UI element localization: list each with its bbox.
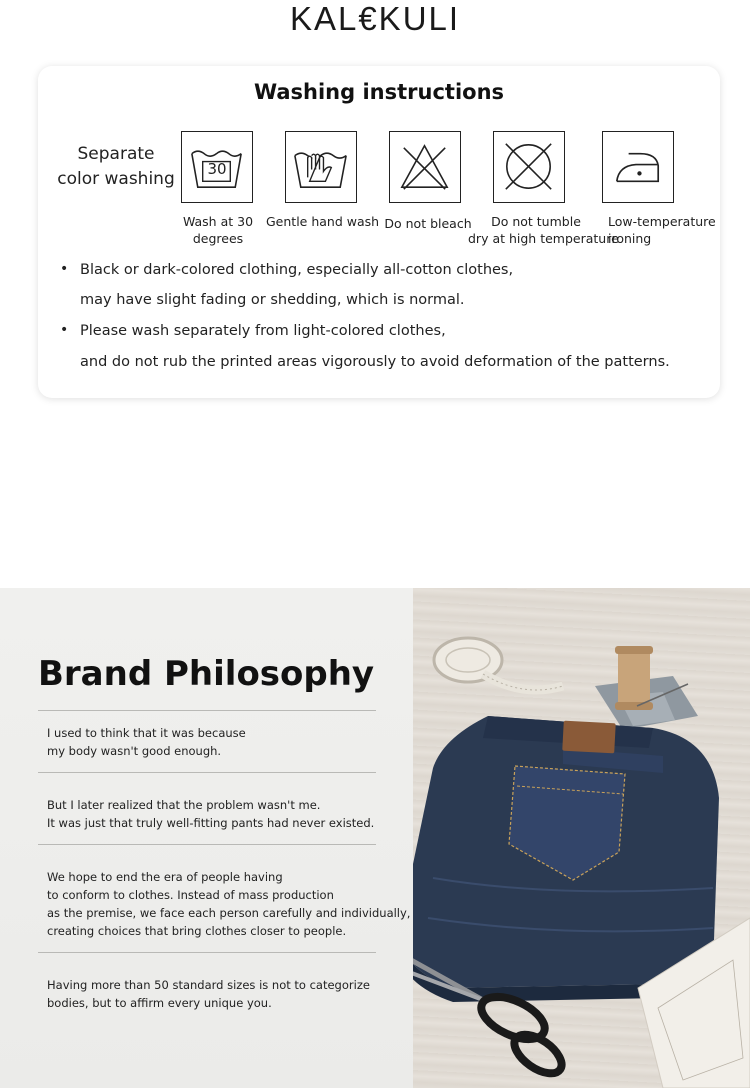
divider [38,772,376,773]
note-line: may have slight fading or shedding, which is normal. [80,292,465,308]
separate-line: Separate [77,144,155,164]
divider [38,710,376,711]
divider [38,952,376,953]
philosophy-paragraph [47,724,387,760]
low-temp-iron-icon [602,131,674,203]
bullet-dot: • [60,261,69,277]
paragraph-line: bodies, but to affirm every unique you. [47,996,272,1010]
folded-jeans-photo [413,588,750,1088]
jeans-icon [413,716,719,1002]
brand-logo: KAL€KULI [289,0,461,37]
philosophy-paragraph [47,976,387,1012]
paragraph-line: But I later realized that the problem wasn't me. [47,798,321,812]
washing-title: Washing instructions [253,80,505,104]
note-line: and do not rub the printed areas vigorously to avoid deformation of the patterns. [80,354,670,370]
divider [38,844,376,845]
brand-philosophy-section [0,588,750,1088]
paragraph-line: We hope to end the era of people having [47,870,283,884]
label-line: Do not tumble [491,214,581,229]
separate-color-washing [46,142,186,192]
washing-instructions-card [38,66,720,398]
paragraph-line: I used to think that it was because [47,726,246,740]
paragraph-line: It was just that truly well-fitting pants had never existed. [47,816,375,830]
paragraph-line: as the premise, we face each person carefully and individually, [47,906,411,920]
separate-line: color washing [57,169,175,189]
label-line: Low-temperature [608,214,716,229]
wash-30-icon [181,131,253,203]
label-line: ironing [608,231,652,246]
note-line: Black or dark-colored clothing, especially all-cotton clothes, [80,262,514,278]
symbol-label [173,213,263,247]
label-line: degrees [192,231,244,246]
paragraph-line: creating choices that bring clothes closer to people. [47,924,347,938]
hand-wash-icon [285,131,357,203]
symbol-label [468,213,619,247]
symbol-label [266,213,380,230]
paragraph-line: Having more than 50 standard sizes is not to categorize [47,978,370,992]
measuring-tape-icon [434,638,563,690]
label-line: dry at high temperature [468,231,619,246]
no-bleach-icon [389,131,461,203]
label-line: Do not bleach [384,216,472,231]
philosophy-paragraph [47,796,387,832]
label-line: Wash at 30 [182,214,254,229]
bullet-dot: • [60,322,69,338]
philosophy-title: Brand Philosophy [38,654,375,694]
thread-spool-icon [595,646,698,730]
philosophy-text-panel [0,588,413,1088]
no-tumble-dry-icon [493,131,565,203]
label-line: Gentle hand wash [266,214,380,229]
note-line: Please wash separately from light-colored clothes, [80,323,446,339]
paragraph-line: my body wasn't good enough. [47,744,222,758]
symbol-label [608,213,716,247]
symbol-label [378,215,478,232]
paragraph-line: to conform to clothes. Instead of mass production [47,888,334,902]
wash-temp-text: 30 [207,160,227,178]
philosophy-paragraph [47,868,411,940]
